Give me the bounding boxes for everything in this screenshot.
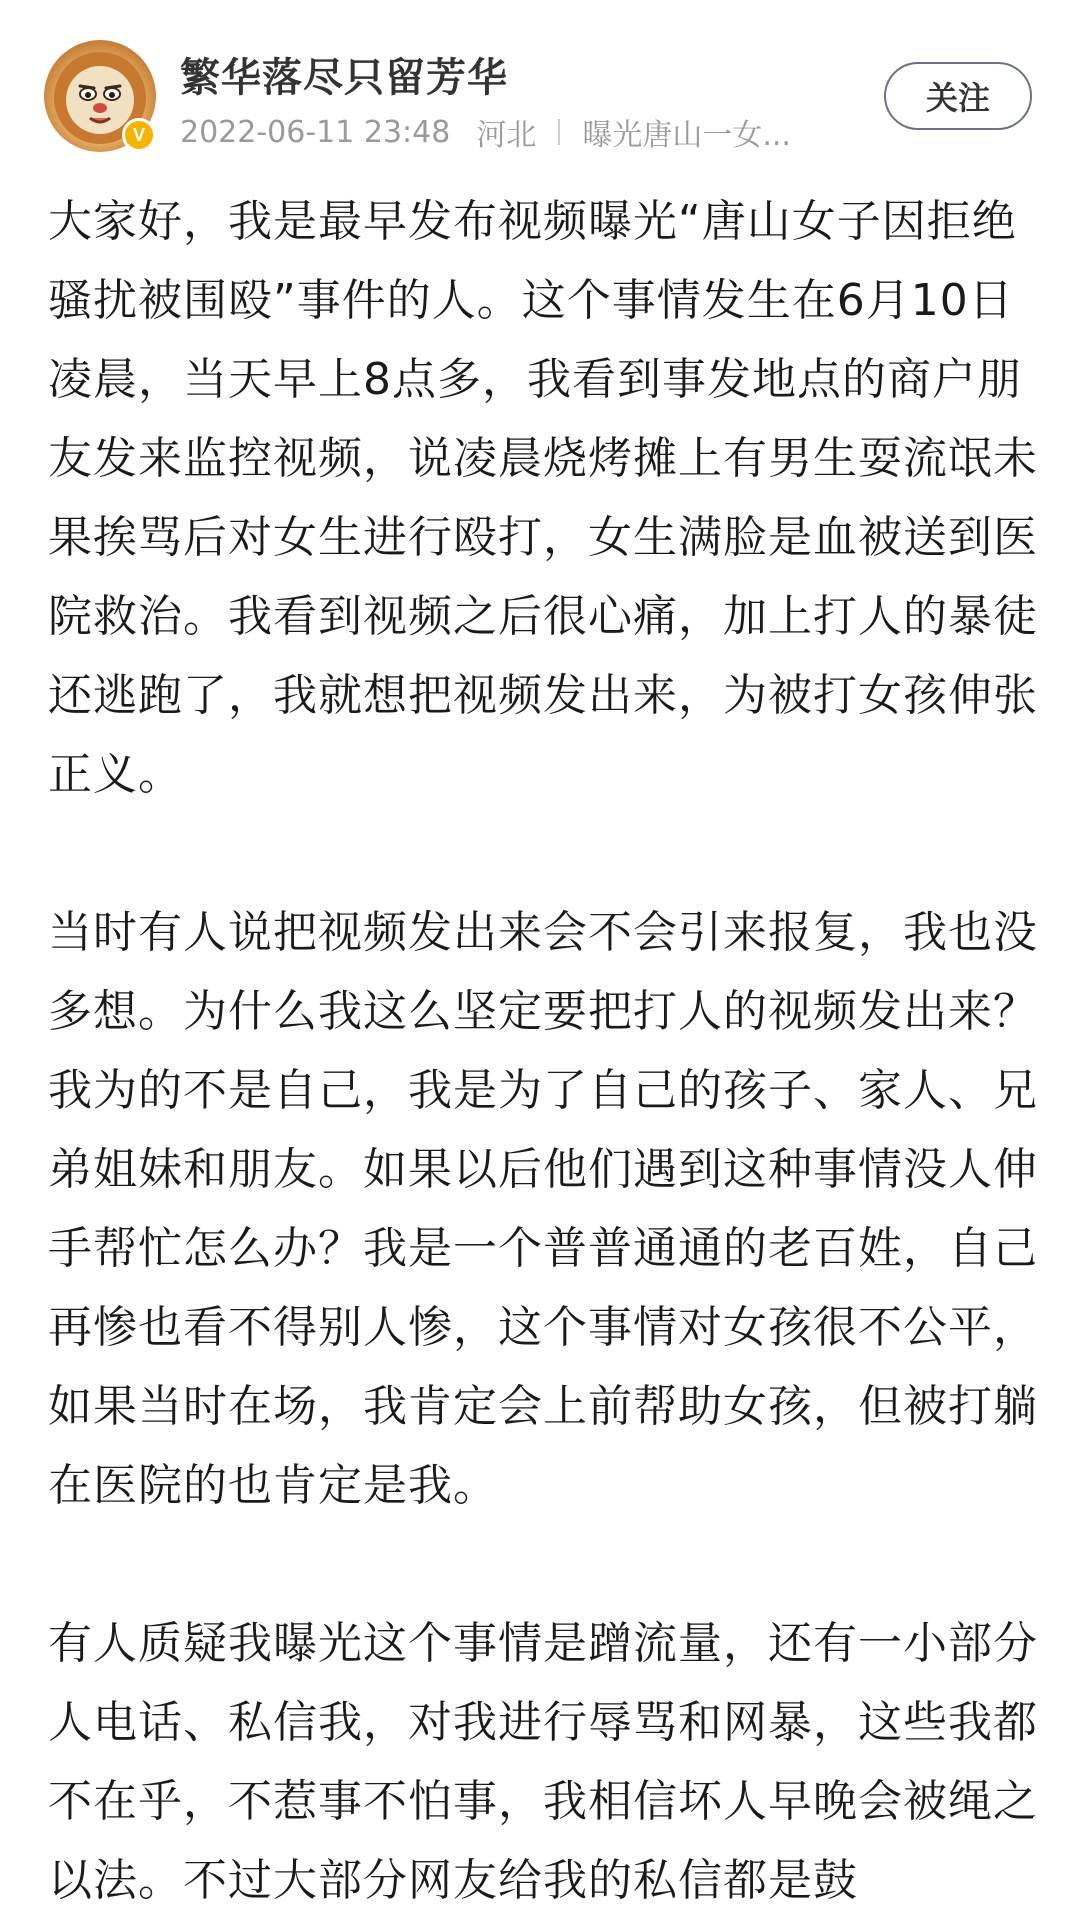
- follow-button[interactable]: 关注: [884, 62, 1032, 130]
- post-content: [48, 182, 1040, 1920]
- post-location: 河北: [476, 118, 537, 153]
- post-timestamp: 2022-06-11 23:48: [180, 114, 451, 150]
- post-paragraph: 大家好，我是最早发布视频曝光“唐山女子因拒绝骚扰被围殴”事件的人。这个事情发生在6月10日凌晨，当天早上8点多，我看到事发地点的商户朋友发来监控视频，说凌晨烧烤摊上有男生耍流氓未果挨骂后对女生进行殴打，女生满脸是血被送到医院救治。我看到视频之后很心痛，加上打人的暴徒还逃跑了，我就想把视频发出来，为被打女孩伸张正义。: [48, 196, 1038, 800]
- verified-badge-icon: V: [122, 118, 156, 152]
- post-paragraph: 有人质疑我曝光这个事情是蹭流量，还有一小部分人电话、私信我，对我进行辱骂和网暴，这些我都不在乎，不惹事不怕事，我相信坏人早晚会被绳之以法。不过大部分网友给我的私信都是鼓: [48, 1618, 1038, 1906]
- post-meta: [180, 110, 791, 154]
- post-header: [0, 0, 1072, 170]
- author-name[interactable]: 繁华落尽只留芳华: [180, 55, 508, 101]
- meta-divider: [558, 119, 560, 145]
- post-topic-link[interactable]: 曝光唐山一女...: [582, 118, 791, 153]
- post-paragraph: 当时有人说把视频发出来会不会引来报复，我也没多想。为什么我这么坚定要把打人的视频发出来？我为的不是自己，我是为了自己的孩子、家人、兄弟姐妹和朋友。如果以后他们遇到这种事情没人伸手帮忙怎么办？我是一个普普通通的老百姓，自己再惨也看不得别人惨，这个事情对女孩很不公平，如果当时在场，我肯定会上前帮助女孩，但被打躺在医院的也肯定是我。: [48, 907, 1038, 1511]
